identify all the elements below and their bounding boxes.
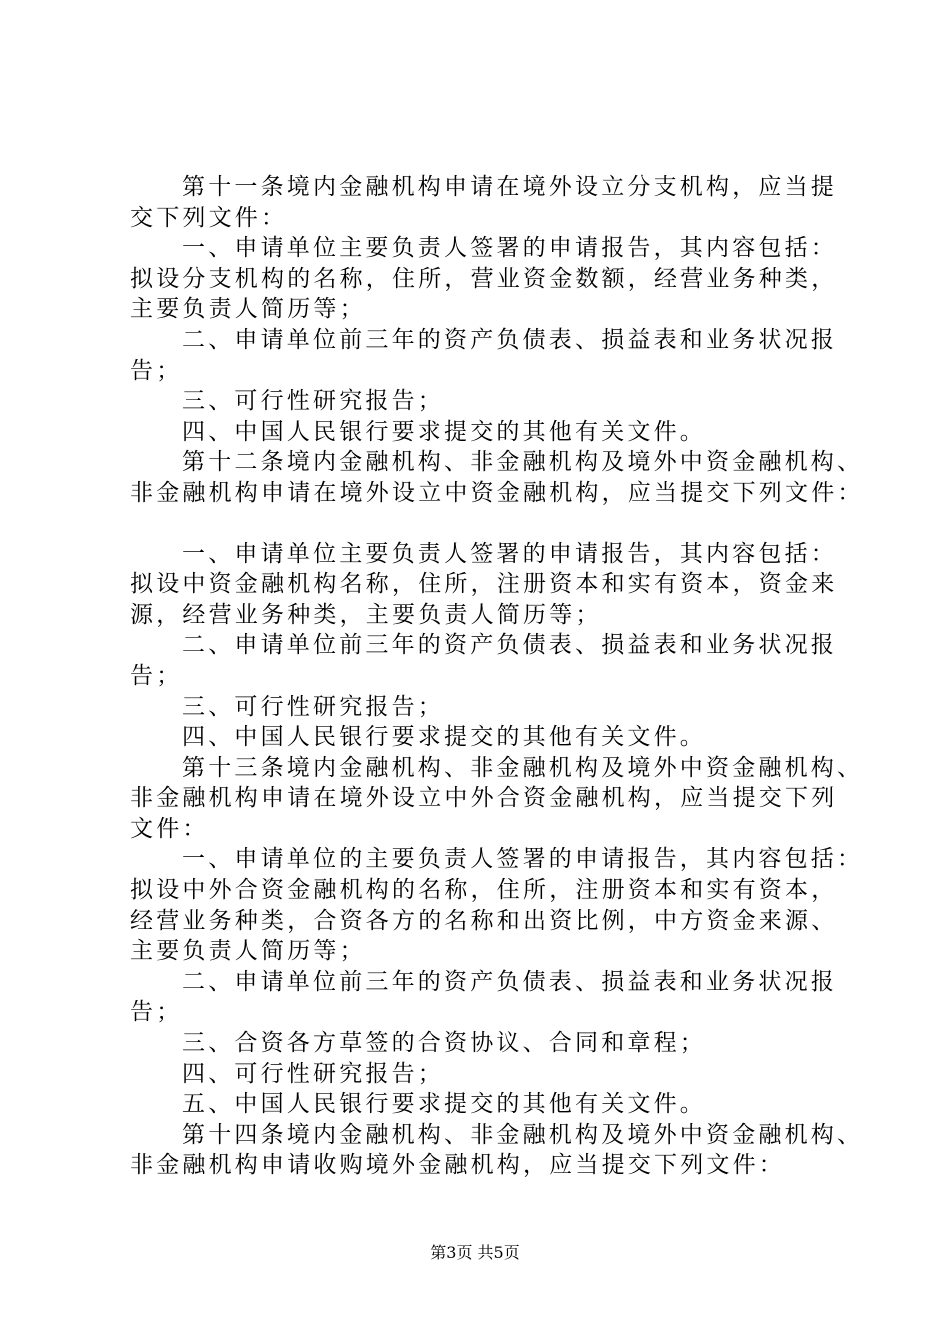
text-line: 交下列文件： xyxy=(130,204,288,231)
text-line: 非金融机构申请在境外设立中外合资金融机构，应当提交下列 xyxy=(130,785,838,812)
page-number-footer: 第3页 共5页 xyxy=(430,1243,520,1262)
text-line: 文件： xyxy=(130,815,209,842)
text-line: 主要负责人简历等； xyxy=(130,296,366,323)
text-line-item-2: 二、申请单位前三年的资产负债表、损益表和业务状况报 xyxy=(182,326,837,353)
text-line: 告； xyxy=(130,357,183,384)
text-line-item-1: 一、申请单位主要负责人签署的申请报告，其内容包括： xyxy=(182,235,837,262)
text-line-article-13-heading: 第十三条境内金融机构、非金融机构及境外中资金融机构、 xyxy=(182,754,864,781)
text-line-item-3: 三、可行性研究报告； xyxy=(182,693,444,720)
text-line: 拟设中资金融机构名称，住所，注册资本和实有资本，资金来 xyxy=(130,571,838,598)
text-line: 非金融机构申请收购境外金融机构，应当提交下列文件： xyxy=(130,1152,785,1179)
text-line-item-1: 一、申请单位的主要负责人签署的申请报告，其内容包括： xyxy=(182,846,864,873)
text-line-item-4: 四、中国人民银行要求提交的其他有关文件。 xyxy=(182,724,706,751)
text-line: 经营业务种类，合资各方的名称和出资比例，中方资金来源、 xyxy=(130,907,838,934)
document-body xyxy=(130,172,864,1181)
text-line-article-12-heading: 第十二条境内金融机构、非金融机构及境外中资金融机构、 xyxy=(182,449,864,476)
text-line-article-14-heading: 第十四条境内金融机构、非金融机构及境外中资金融机构、 xyxy=(182,1121,864,1148)
text-line-item-1: 一、申请单位主要负责人签署的申请报告，其内容包括： xyxy=(182,540,837,567)
text-line-item-2: 二、申请单位前三年的资产负债表、损益表和业务状况报 xyxy=(182,632,837,659)
text-line-item-4: 四、可行性研究报告； xyxy=(182,1060,444,1087)
text-line-item-3: 三、合资各方草签的合资协议、合同和章程； xyxy=(182,1030,706,1057)
text-line-item-2: 二、申请单位前三年的资产负债表、损益表和业务状况报 xyxy=(182,968,837,995)
text-line: 告； xyxy=(130,999,183,1026)
text-line: 拟设分支机构的名称，住所，营业资金数额，经营业务种类， xyxy=(130,265,838,292)
text-line-item-4: 四、中国人民银行要求提交的其他有关文件。 xyxy=(182,418,706,445)
text-line-item-3: 三、可行性研究报告； xyxy=(182,388,444,415)
text-line: 告； xyxy=(130,662,183,689)
text-line: 源，经营业务种类，主要负责人简历等； xyxy=(130,601,602,628)
text-line-article-11-heading: 第十一条境内金融机构申请在境外设立分支机构，应当提 xyxy=(182,174,837,200)
text-line: 拟设中外合资金融机构的名称，住所，注册资本和实有资本， xyxy=(130,877,838,904)
text-line: 主要负责人简历等； xyxy=(130,938,366,965)
text-line-item-5: 五、中国人民银行要求提交的其他有关文件。 xyxy=(182,1091,706,1118)
text-line: 非金融机构申请在境外设立中资金融机构，应当提交下列文件： xyxy=(130,479,864,506)
